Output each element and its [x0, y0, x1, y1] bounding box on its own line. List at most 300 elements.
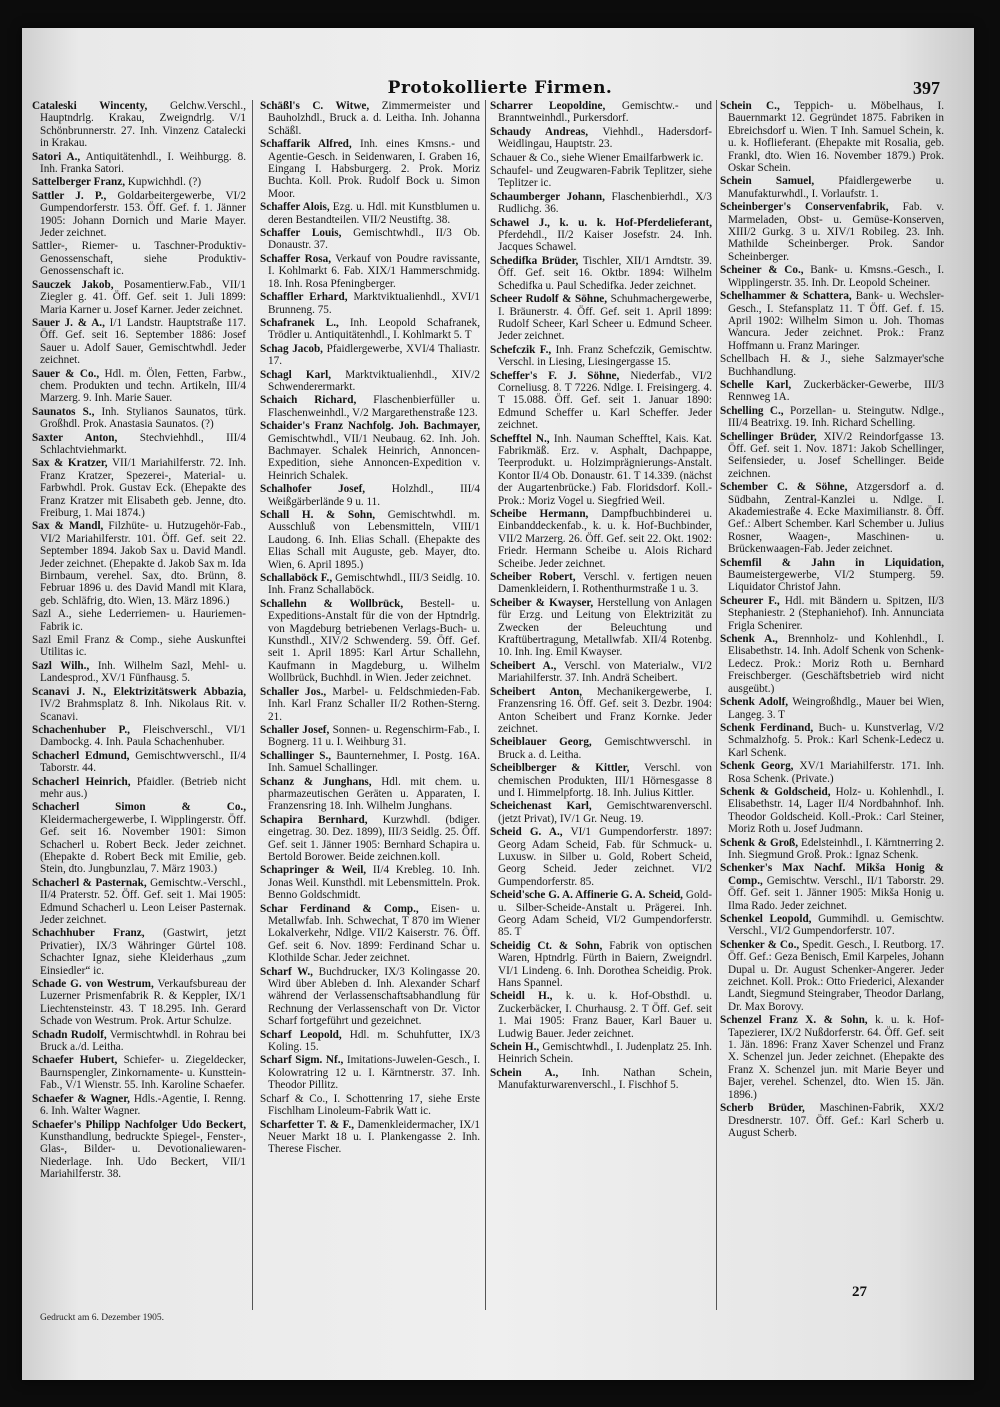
- firm-name: Saunatos S.,: [32, 405, 95, 418]
- entry-text: Verkauf von Poudre ravissante, I. Kohlmarkt 6. Fab. XIX/1 Hammerschmidg. 18. Inh. Rosa Pfeningberger.: [268, 252, 480, 290]
- directory-entry: [260, 966, 480, 1028]
- entry-text: Hdl. m. Schuhfutter, IX/3 Koling. 15.: [268, 1028, 480, 1054]
- firm-name: Scheffer's F. J. Söhne,: [490, 369, 620, 382]
- directory-entry: [720, 595, 944, 632]
- directory-entry: [32, 608, 246, 633]
- directory-entry: [260, 598, 480, 685]
- firm-name: Schanz & Junghans,: [260, 775, 372, 788]
- directory-entry: [32, 801, 246, 875]
- entry-text: Inh. Leopold Schafranek, Trödler u. Antiquitätenhdl., I. Kohlmarkt 5. T: [268, 316, 480, 342]
- entry-text: Inh. Nathan Schein, Manufakturwarenverschl., I. Fischhof 5.: [498, 1066, 712, 1092]
- entry-text: Gemischtw. Verschl., II/1 Taborstr. 29. Öff. Gef. seit 1. Jänner 1905: Mikša Honig u. Ilma Rado. Jeder zeichnet.: [728, 874, 944, 912]
- entry-text: Inh. Stylianos Saunatos, türk. Großhdl. Prok. Anastasia Saunatos. (?): [40, 405, 246, 431]
- firm-name: Schacherl & Pasternak,: [32, 876, 147, 889]
- entry-text: Porzellan- u. Steingutw. Ndlge., III/4 Beatrixg. 19. Inh. Richard Schelling.: [728, 404, 944, 430]
- entry-text: Kleidermachergewerbe, I. Wipplingerstr. Öff. Gef. seit 16. November 1901: Simon Schacherl u. Robert Beck. Jeder zeichnet. (Ehepakte d. Robert Beck mit Emilie, geb. Stein, dto. Jungbunzlau, 7. März 1903.): [40, 813, 246, 876]
- entry-text: Zuckerbäcker-Gewerbe, III/3 Rennweg 1A.: [728, 378, 944, 404]
- firm-name: Scheichenast Karl,: [490, 800, 592, 813]
- firm-name: Schenk & Groß,: [720, 836, 799, 849]
- directory-entry: [32, 927, 246, 977]
- directory-entry: [260, 724, 480, 749]
- entry-text: XV/1 Mariahilferstr. 171. Inh. Rosa Schenk. (Private.): [728, 760, 944, 785]
- firm-name: Schedifka Brüder,: [490, 254, 579, 267]
- directory-entry: [490, 826, 712, 888]
- firm-name: Schelle Karl,: [720, 378, 792, 391]
- firm-name: Schäßl's C. Witwe,: [260, 100, 370, 112]
- firm-name: Schade G. von Westrum,: [32, 978, 154, 991]
- directory-entry: [490, 344, 712, 369]
- directory-entry: [260, 420, 480, 482]
- entry-text: Gemischtwarenverschl. (jetzt Privat), IV/1 Gr. Neug. 19.: [498, 800, 712, 825]
- firm-name: Sazl Wilh.,: [32, 659, 90, 672]
- entry-text: Fab. v. Marmeladen, Obst- u. Gemüse-Konserven, XIII/2 Gurkg. 3 u. XIV/1 Robileg. 23. Inh. Mathilde Scheinberger. Prok. Sandor Scheinberger.: [728, 201, 944, 263]
- firm-name: Sattelberger Franz,: [32, 176, 125, 189]
- firm-name: Schein H.,: [490, 1041, 540, 1054]
- directory-entry: [720, 696, 944, 721]
- firm-name: Schefczik F.,: [490, 343, 552, 356]
- entry-text: Gemischtw.-Verschl., II/4 Praterstr. 52. Öff. Gef. seit 1. Mai 1905: Edmund Schacherl u. Leon Leiser Pasternak. Jeder zeichnet.: [40, 876, 246, 926]
- entry-text: Sonnen- u. Regenschirm-Fab., I. Bognerg. 11 u. I. Weihburg 31.: [268, 723, 480, 749]
- firm-name: Schapira Bernhard,: [260, 813, 368, 826]
- directory-entry: [720, 353, 944, 378]
- firm-name: Schenker & Co.,: [720, 938, 800, 951]
- firm-name: Schallaböck F.,: [260, 572, 333, 585]
- firm-name: Scharrer Leopoldine,: [490, 100, 606, 112]
- firm-name: Scheinberger's Conservenfabrik,: [720, 201, 889, 214]
- firm-name: Schagl Karl,: [260, 368, 332, 381]
- entry-text: Gemischtwhdl., III/3 Seidlg. 10. Inh. Franz Schallaböck.: [268, 572, 480, 597]
- entry-text: Gemischtwhdl., I. Judenplatz 25. Inh. Heinrich Schein.: [498, 1041, 712, 1066]
- entry-text: Gelchw.Verschl., Hauptndrlg. Krakau, Zweigndrlg. V/1 Schönbrunnerstr. 27. Inh. Vinzenz Catalecki in Krakau.: [40, 100, 246, 150]
- directory-entry: [32, 724, 246, 749]
- directory-entry: [490, 1067, 712, 1092]
- entry-text: Antiquitätenhdl., I. Weihburgg. 8. Inh. Franka Satori.: [40, 150, 246, 176]
- entry-text: Gemischtw.- und Branntweinhdl., Purkersdorf.: [498, 100, 712, 125]
- entry-text: Tischler, XII/1 Arndtstr. 39. Öff. Gef. seit 16. Oktbr. 1894: Wilhelm Schedifka u. Paul Schedifka. Jeder zeichnet.: [498, 254, 712, 292]
- firm-name: Schallinger S.,: [260, 749, 332, 762]
- directory-entry: [260, 509, 480, 571]
- entry-text: Baunternehmer, I. Postg. 16A. Inh. Samuel Schallinger.: [268, 749, 480, 775]
- firm-name: Schaller Jos.,: [260, 685, 327, 698]
- firm-name: Scherb Brüder,: [720, 1102, 805, 1115]
- firm-name: Scheibe Hermann,: [490, 508, 589, 520]
- firm-name: Scharf Leopold,: [260, 1028, 342, 1041]
- entry-text: Vermischtwhdl. in Rohrau bei Bruck a./d. Leitha.: [40, 1028, 246, 1054]
- entry-text: Zimmermeister und Bauholzhdl., Bruck a. d. Leitha. Inh. Johanna Schäßl.: [268, 100, 480, 137]
- firm-name: Schenk A.,: [720, 633, 778, 646]
- entry-text: Verschl. von Materialw., VI/2 Mariahilferstr. 37. Inh. Andrä Scheibert.: [498, 659, 712, 685]
- entry-text: Gemischtwverschl. in Bruck a. d. Leitha.: [498, 736, 712, 761]
- firm-name: Scheid'sche G. A. Affinerie G. A. Scheid,: [490, 889, 683, 902]
- directory-entry: [32, 317, 246, 367]
- entry-text: Weingroßhdlg., Mauer bei Wien, Langeg. 3. T: [728, 696, 944, 721]
- entry-text: Gemischtwhdl. m. Ausschluß von Lebensmitteln, VIII/1 Laudong. 6. Inh. Elias Schall. (Ehepakte des Elias Schall mit Auguste, geb. Mayer, dto. Wien, 6. April 1895.): [268, 509, 480, 571]
- entry-text: Sazl Emil Franz & Comp., siehe Auskunftei Utilitas ic.: [32, 634, 246, 659]
- firm-name: Schenzel Franz X. & Sohn,: [720, 1014, 868, 1027]
- firm-name: Schawel J., k. u. k. Hof-Pferdelieferant,: [490, 216, 712, 229]
- column-divider: [716, 100, 717, 1310]
- entry-text: Flaschenbierfüller u. Flaschenweinhdl., V/2 Margarethenstraße 123.: [268, 394, 480, 419]
- entry-text: Atzgersdorf a. d. Südbahn, Zentral-Kanzlei u. Ndlge. I. Akademiestraße 4. Ecke Maximilianstr. 8. Öff. Gef.: Albert Schember. Karl Schember u. Julius Rosner, Waagen-, Maschinen- u. Brückenwaagen-Fab. Jeder zeichnet.: [728, 481, 944, 556]
- directory-entry: [260, 814, 480, 864]
- entry-text: Holz- u. Kohlenhdl., I. Elisabethstr. 14, Lager II/4 Nordbahnhof. Inh. Theodor Goldscheid. Koll.-Prok.: Carl Steiner, Moriz Roth u. Josef Judmann.: [728, 785, 944, 836]
- firm-name: Schaffarik Alfred,: [260, 138, 352, 151]
- entry-text: Pfaidlergewerbe u. Manufakturwhdl., I. Vorlaufstr. 1.: [728, 175, 944, 200]
- column-1: [32, 100, 246, 1310]
- entry-text: Marktviktualienhdl., XIV/2 Schwenderermarkt.: [268, 368, 480, 393]
- firm-name: Sauer & Co.,: [32, 367, 100, 380]
- directory-entry: [32, 432, 246, 457]
- entry-text: Schiefer- u. Ziegeldecker, Baurnspengler, Zinkornamente- u. Kunsttein-Fab., V/1 Wienstr. 55. Inh. Karoline Schaefer.: [40, 1054, 246, 1092]
- directory-entry: [490, 293, 712, 343]
- firm-name: Schadn Rudolf,: [32, 1028, 107, 1041]
- entry-text: Fabrik von optischen Waren, Hptndrlg. Fürth in Baiern, Zweigndrl. VI/1 Lindeng. 6. Inh. Dorothea Scheidig. Prok. Hans Spannel.: [498, 939, 712, 990]
- directory-entry: [720, 633, 944, 695]
- directory-entry: [720, 913, 944, 938]
- firm-name: Schar Ferdinand & Comp.,: [260, 902, 419, 915]
- directory-entry: [260, 227, 480, 252]
- entry-text: Imitations-Juwelen-Gesch., I. Kolowratring 12 u. I. Kärntnerstr. 37. Inh. Theodor Pillitz.: [268, 1054, 480, 1092]
- entry-text: Bank- u. Kmsns.-Gesch., I. Wipplingerstr. 35. Inh. Dr. Leopold Scheiner.: [728, 264, 944, 289]
- page-title: Protokollierte Firmen.: [387, 78, 613, 98]
- entry-text: Hdl. mit chem. u. pharmazeutischen Geräten u. Apparaten, I. Franzensring 18. Inh. Wilhelm Junghans.: [268, 775, 480, 813]
- page-number: 397: [913, 78, 940, 98]
- directory-entry: [32, 877, 246, 927]
- directory-entry: [720, 1102, 944, 1139]
- entry-text: Ezg. u. Hdl. mit Kunstblumen u. deren Bestandteilen. VII/2 Neustiftg. 38.: [268, 201, 480, 226]
- directory-entry: [490, 571, 712, 596]
- directory-entry: [490, 736, 712, 761]
- entry-text: Bank- u. Wechsler-Gesch., I. Stefansplatz 11. T Öff. Gef. f. 15. April 1902: Wilhelm Simon u. Joh. Thomas Wancura. Jeder zeichnet. Prok.: Franz Hoffmann u. Franz Maringer.: [728, 290, 944, 352]
- firm-name: Scheiber Robert,: [490, 571, 576, 584]
- directory-entry: [260, 369, 480, 394]
- entry-text: Verkaufsbureau der Luzerner Prismenfabrik R. & Keppler, IX/1 Liechtensteinstr. 43. T 18.295. Inh. Gerard Schade von Westrum. Prok. Artur Schulze.: [40, 978, 246, 1028]
- directory-entry: [260, 100, 480, 137]
- directory-entry: [260, 1119, 480, 1156]
- firm-name: Schacherl Heinrich,: [32, 775, 131, 788]
- firm-name: Schag Jacob,: [260, 342, 323, 355]
- directory-entry: [260, 776, 480, 813]
- directory-entry: [490, 762, 712, 799]
- entry-text: Inh. Franz Schefczik, Gemischtw. Verschl. in Liesing, Liesingergasse 15.: [498, 343, 712, 369]
- sheet-signature: 27: [852, 1284, 867, 1300]
- entry-text: Bestell- u. Expeditions-Anstalt für die von der Hptndrlg. von Magdeburg betriebenen Verlags-Buch- u. Kunsthdl., XIV/2 Schwenderg. 59. Öff. Gef. seit 1. April 1895: Karl Artur Schallehn, Kaufmann in Magdeburg, u. Wilhelm Wollbrück, Buchhdl. in Wien. Jeder zeichnet.: [268, 597, 480, 685]
- firm-name: Scheidl H.,: [490, 990, 553, 1003]
- directory-entry: [32, 520, 246, 607]
- directory-entry: [32, 1119, 246, 1181]
- directory-entry: [260, 903, 480, 965]
- entry-text: Verschl. von chemischen Produkten, III/1 Hörnesgasse 8 und I. Himmelpfortg. 18. Inh. Julius Kittler.: [498, 762, 712, 799]
- directory-entry: [32, 368, 246, 405]
- directory-entry: [260, 750, 480, 775]
- entry-text: Mechanikergewerbe, I. Franzensring 16. Öff. Gef. seit 3. Dezbr. 1904: Anton Scheibert und Franz Kornke. Jeder zeichnet.: [498, 685, 712, 735]
- firm-name: Scheidig Ct. & Sohn,: [490, 939, 603, 952]
- directory-entry: [32, 457, 246, 519]
- firm-name: Satori A.,: [32, 150, 81, 163]
- entry-text: Niederfab., VI/2 Corneliusg. 8. T 7226. Ndlge. I. Freisingerg. 4. T 15.088. Öff. Gef. seit 1. Januar 1890: Edmund Scheffer u. Karl Scheffer. Jeder zeichnet.: [498, 369, 712, 432]
- directory-entry: [32, 190, 246, 240]
- firm-name: Schaffer Louis,: [260, 227, 342, 240]
- directory-entry: [32, 1029, 246, 1054]
- firm-name: Cataleski Wincenty,: [32, 100, 148, 112]
- entry-text: Posamentierw.Fab., VII/1 Ziegler g. 41. Öff. Gef. seit 1. Juli 1899: Maria Karner u. Josef Karner. Jeder zeichnet.: [40, 278, 246, 316]
- firm-name: Schalhofer Josef,: [260, 483, 366, 496]
- firm-name: Schall H. & Sohn,: [260, 509, 376, 521]
- entry-text: Baumeistergewerbe, VI/2 Stumperg. 59. Liquidator Christof Jahn.: [728, 569, 944, 594]
- column-divider: [485, 100, 486, 1310]
- column-3: [490, 100, 712, 1310]
- directory-entry: [490, 255, 712, 292]
- directory-entry: [490, 433, 712, 507]
- entry-text: Hdls.-Agentie, I. Renng. 6. Inh. Walter Wagner.: [40, 1092, 246, 1118]
- directory-entry: [260, 394, 480, 419]
- firm-name: Schember C. & Söhne,: [720, 481, 848, 494]
- entry-text: Damenkleidermacher, IX/1 Neuer Markt 18 u. I. Plankengasse 2. Inh. Therese Fischer.: [268, 1118, 480, 1156]
- column-divider: [252, 100, 253, 1310]
- firm-name: Schaffler Erhard,: [260, 291, 348, 304]
- entry-text: Inh. Wilhelm Sazl, Mehl- u. Landesprod., XV/1 Fünfhausg. 5.: [40, 659, 246, 685]
- entry-text: Eisen- u. Metallwfab. Inh. Schwechat, T 870 im Wiener Lokalverkehr, Ndlge. VII/2 Kaiserstr. 76. Öff. Gef. seit 6. Nov. 1899: Ferdinand Schar u. Klothilde Schar. Jeder zeichnet.: [268, 902, 480, 965]
- entry-text: Marktviktualienhdl., XVI/1 Brunneng. 75.: [268, 291, 480, 316]
- directory-entry: [32, 978, 246, 1028]
- entry-text: Dampfbuchbinderei u. Einbanddeckenfab., k. u. k. Hof-Buchbinder, VII/2 Marzerg. 26. Öff. Gef. seit 22. Okt. 1902: Friedr. Hermann Scheibe u. Alois Richard Scheibe. Jeder zeichnet.: [498, 508, 712, 570]
- firm-name: Schachenhuber P.,: [32, 723, 130, 736]
- firm-name: Schaich Richard,: [260, 394, 357, 407]
- firm-name: Sax & Kratzer,: [32, 457, 108, 470]
- directory-entry: [260, 317, 480, 342]
- entry-text: Filzhüte- u. Hutzugehör-Fab., VI/2 Mariahilferstr. 101. Öff. Gef. seit 22. September 1894. Jakob Sax u. David Mandl. Jeder zeichnet. (Ehepakte d. Jakob Sax m. Ida Birnbaum, verehel. Sax, dto. Brünn, 8. Februar 1896 u. des David Mandl mit Klara, geb. Schläfrig, dto. Wien, 13. März 1896.): [40, 520, 246, 607]
- directory-entry: [720, 290, 944, 352]
- firm-name: Schemfil & Jahn in Liquidation,: [720, 556, 944, 569]
- firm-name: Schaffer Rosa,: [260, 252, 332, 265]
- directory-entry: [720, 862, 944, 912]
- directory-entry: [32, 686, 246, 723]
- directory-entry: [490, 191, 712, 216]
- directory-entry: [490, 508, 712, 570]
- directory-entry: [260, 138, 480, 200]
- firm-name: Schallehn & Wollbrück,: [260, 597, 404, 610]
- firm-name: Schaefer & Wagner,: [32, 1092, 130, 1105]
- entry-text: Buch- u. Kunstverlag, V/2 Schmalzhofg. 5. Prok.: Karl Schenk-Ledecz u. Karl Schenk.: [728, 721, 944, 759]
- firm-name: Sauczek Jakob,: [32, 278, 114, 291]
- firm-name: Schenkel Leopold,: [720, 913, 812, 925]
- directory-entry: [490, 990, 712, 1040]
- entry-text: Gemischtwverschl., II/4 Taborstr. 44.: [40, 749, 246, 775]
- directory-entry: [32, 634, 246, 659]
- firm-name: Schafranek L.,: [260, 316, 339, 329]
- directory-entry: [32, 100, 246, 150]
- firm-name: Schein Samuel,: [720, 175, 815, 188]
- directory-entry: [720, 760, 944, 785]
- directory-entry: [490, 100, 712, 125]
- entry-text: Maschinen-Fabrik, XX/2 Dresdnerstr. 107. Öff. Gef.: Karl Scherb u. August Scherb.: [728, 1102, 944, 1139]
- directory-entry: [490, 152, 712, 164]
- entry-text: Sattler-, Riemer- u. Taschner-Produktiv-Genossenschaft, siehe Produktiv-Genossenschaft ic.: [32, 240, 246, 278]
- firm-name: Schenk Georg,: [720, 760, 794, 773]
- entry-text: Gemischtwhdl., II/3 Ob. Donaustr. 37.: [268, 227, 480, 252]
- directory-entry: [260, 864, 480, 901]
- entry-text: Marbel- u. Feldschmieden-Fab. Inh. Karl Franz Schaller II/2 Rothen-Sterng. 21.: [268, 685, 480, 723]
- firm-name: Sattler J. P.,: [32, 189, 107, 202]
- directory-entry: [490, 597, 712, 659]
- entry-text: Herstellung von Anlagen für Erzg. und Leitung von Elektrizität zu Zwecken der Beleuchtung und Kraftübertragung, Metallwfab. XII/4 Rotenbg. 10. Inh. Ing. Emil Kwayser.: [498, 596, 712, 659]
- entry-text: Edelsteinhdl., I. Kärntnerring 2. Inh. Siegmund Groß. Prok.: Ignaz Schenk.: [728, 836, 944, 861]
- entry-text: Fleischverschl., VI/1 Dambockg. 4. Inh. Paula Schachenhuber.: [40, 723, 246, 749]
- firm-name: Schefftel N.,: [490, 432, 550, 445]
- firm-name: Schaefer's Philipp Nachfolger Udo Beckert,: [32, 1118, 246, 1131]
- entry-text: Schaufel- und Zeugwaren-Fabrik Teplitzer, siehe Teplitzer ic.: [490, 165, 712, 190]
- directory-entry: [720, 201, 944, 263]
- entry-text: Kurzwhdl. (bdiger. eingetrag. 30. Dez. 1899), III/3 Seidlg. 25. Öff. Gef. seit 1. Jänner 1905: Bernhard Schapira u. Bertold Borower. Beide zeichnen.koll.: [268, 813, 480, 863]
- firm-name: Schenk Adolf,: [720, 696, 789, 709]
- directory-entry: [490, 660, 712, 685]
- entry-text: I/1 Landstr. Hauptstraße 117. Öff. Gef. seit 16. September 1886: Josef Sauer u. Adolf Sauer, Gemischtwhdl. Jeder zeichnet.: [40, 316, 246, 367]
- directory-entry: [260, 291, 480, 316]
- directory-entry: [490, 1041, 712, 1066]
- firm-name: Scheiber & Kwayser,: [490, 596, 594, 609]
- entry-text: Pfaidler. (Betrieb nicht mehr aus.): [40, 775, 246, 800]
- firm-name: Schaller Josef,: [260, 723, 330, 736]
- entry-text: Schuhmachergewerbe, I. Bräunerstr. 4. Öff. Gef. seit 1. April 1899: Rudolf Scheer, Karl Scheer u. Edmund Scheer. Jeder zeichnet.: [498, 293, 712, 343]
- firm-name: Scheibert Anton,: [490, 685, 583, 698]
- directory-entry: [260, 572, 480, 597]
- firm-name: Schenker's Max Nachf. Mikša Honig & Comp.,: [720, 862, 944, 887]
- firm-name: Schacherl Edmund,: [32, 749, 130, 762]
- directory-entry: [720, 405, 944, 430]
- directory-entry: [32, 1054, 246, 1091]
- entry-text: k. u. k. Hof-Tapezierer, IX/2 Nußdorferstr. 64. Öff. Gef. seit 1. Jän. 1896: Franz Xaver Schenzel und Franz X. Schenzel jun. Jeder zeichnet. (Ehepakte des Franz X. Schenzel jun. mit Marie Beyer und Bajer, verehel. Schenzel, dto. Wien 15. Jän. 1896.): [728, 1014, 944, 1101]
- entry-text: Hdl. mit Bändern u. Spitzen, II/3 Stephaniestr. 2 (Stephaniehof). Inh. Annunciata Frigla Schenirer.: [728, 594, 944, 632]
- firm-name: Scheiblauer Georg,: [490, 736, 592, 749]
- entry-text: (Gastwirt, jetzt Privatier), IX/3 Währinger Gürtel 108. Schachter Ignaz, siehe Kleiderhaus „zum Einsiedler“ ic.: [40, 927, 246, 977]
- entry-text: Schauer & Co., siehe Wiener Emailfarbwerk ic.: [490, 151, 704, 164]
- entry-text: Goldarbeitergewerbe, VI/2 Gumpendorferstr. 153. Öff. Gef. f. 1. Jänner 1905: Johann Dornich und Marie Mayer. Jeder zeichnet.: [40, 189, 246, 240]
- firm-name: Scharfetter T. & F.,: [260, 1118, 355, 1131]
- firm-name: Schaumberger Johann,: [490, 190, 605, 203]
- directory-entry: [32, 240, 246, 277]
- entry-text: Scharf & Co., I. Schottenring 17, siehe Erste Fischlham Linoleum-Fabrik Watt ic.: [260, 1092, 480, 1118]
- entry-text: Brennholz- und Kohlenhdl., I. Elisabethstr. 14. Inh. Adolf Schenk von Schenk-Ledecz. Prok.: Moriz Roth u. Bernhard Freischberger. (Geschäftsbetrieb wird nicht ausgeübt.): [728, 633, 944, 695]
- directory-entry: [260, 253, 480, 290]
- directory-entry: [720, 100, 944, 174]
- directory-entry: [720, 722, 944, 759]
- column-2: [260, 100, 480, 1310]
- entry-text: Kupwichhdl. (?): [125, 176, 202, 189]
- directory-entry: [490, 889, 712, 939]
- firm-name: Saxter Anton,: [32, 431, 118, 444]
- firm-name: Scheer Rudolf & Söhne,: [490, 293, 608, 306]
- entry-text: Verschl. v. fertigen neuen Damenkleidern, I. Rothenthurmstraße 1 u. 3.: [498, 571, 712, 596]
- entry-text: Gold- u. Silber-Scheide-Anstalt u. Prägerei. Inh. Georg Adam Scheid, VI/2 Gumpendorferstr. 85. T: [498, 889, 712, 939]
- directory-entry: [720, 264, 944, 289]
- entry-text: VII/1 Mariahilferstr. 72. Inh. Franz Kratzer, Spezerei-, Material- u. Farbwhdl. Prok. Gustav Eck. (Ehepakte des Franz Kratzer mit Elisabeth geb. Jenne, dto. Freiburg, 1. Mai 1874.): [40, 457, 246, 519]
- firm-name: Scheurer F.,: [720, 594, 780, 607]
- entry-text: Gemischtwhdl., VII/1 Neubaug. 62. Inh. Joh. Bachmayer. Schalek Heinrich, Annoncen-Expedition, siehe Annoncen-Expedition v. Heinrich Schalek.: [268, 432, 480, 482]
- directory-entry: [32, 776, 246, 801]
- entry-text: Kunsthandlung, bedruckte Spiegel-, Fenster-, Glas-, Bilder- u. Devotionaliewaren-Niederlage. Inh. Udo Beckert, VII/1 Mariahilferstr. 38.: [40, 1130, 246, 1181]
- firm-name: Schellinger Brüder,: [720, 430, 817, 443]
- firm-name: Schelling C.,: [720, 404, 784, 417]
- entry-text: XIV/2 Reindorfgasse 13. Öff. Gef. seit 1. Nov. 1871: Jakob Schellinger, Seifensieder, u. Josef Schellinger. Beide zeichnen.: [728, 430, 944, 480]
- directory-entry: [32, 660, 246, 685]
- firm-name: Scheid G. A.,: [490, 826, 563, 839]
- directory-entry: [490, 940, 712, 990]
- firm-name: Scheibert A.,: [490, 659, 557, 672]
- firm-name: Schaudy Andreas,: [490, 125, 589, 138]
- entry-text: Buchdrucker, IX/3 Kolingasse 20. Wird über Ableben d. Inh. Alexander Scharf während der Verlassenschaftsabhandlung für Rechnung der Verlassenschaft von Dr. Victor Scharf fortgeführt und gezeichnet.: [268, 965, 480, 1028]
- entry-text: Pfaidlergewerbe, XVI/4 Thaliastr. 17.: [268, 342, 480, 368]
- directory-entry: [32, 1093, 246, 1118]
- firm-name: Schelhammer & Schattera,: [720, 290, 852, 303]
- entry-text: Schellbach H. & J., siehe Salzmayer'sche Buchhandlung.: [720, 353, 944, 378]
- directory-entry: [720, 481, 944, 555]
- entry-text: Stechviehhdl., III/4 Schlachtviehmarkt.: [40, 431, 246, 456]
- entry-text: k. u. k. Hof-Obsthdl. u. Zuckerbäcker, I. Churhausg. 2. T Öff. Gef. seit 1. Mai 1905: Franz Bauer, Karl Bauer u. Ludwig Bauer. Jeder zeichnet.: [498, 990, 712, 1040]
- firm-name: Sax & Mandl,: [32, 520, 104, 533]
- directory-entry: [260, 1093, 480, 1118]
- directory-entry: [260, 201, 480, 226]
- entry-text: Sazl A., siehe Lederriemen- u. Hauriemen-Fabrik ic.: [32, 608, 246, 633]
- directory-entry: [720, 379, 944, 404]
- firm-name: Sauer J. & A.,: [32, 316, 105, 329]
- firm-name: Schaefer Hubert,: [32, 1054, 118, 1067]
- directory-entry: [260, 343, 480, 368]
- directory-entry: [32, 151, 246, 176]
- firm-name: Schein A.,: [490, 1066, 559, 1079]
- directory-entry: [32, 406, 246, 431]
- firm-name: Schachhuber Franz,: [32, 927, 145, 940]
- firm-name: Scheiner & Co.,: [720, 264, 804, 277]
- directory-entry: [490, 800, 712, 825]
- column-4: [720, 100, 944, 1310]
- directory-entry: [490, 165, 712, 190]
- entry-text: Spedit. Gesch., I. Reutborg. 17. Öff. Gef.: Geza Benisch, Emil Karpeles, Johann Dupal u. Dr. August Schenker-Angerer. Jeder zeichnet. Koll. Prok.: Otto Friederici, Alexander Landt, Siegmund Steingraber, Theodor Darlang, Dr. Max Borovy.: [728, 938, 944, 1013]
- directory-entry: [720, 939, 944, 1013]
- directory-entry: [260, 1029, 480, 1054]
- entry-text: IV/2 Brahmsplatz 8. Inh. Nikolaus Rit. v. Scanavi.: [40, 698, 246, 723]
- firm-name: Scharf Sigm. Nf.,: [260, 1054, 344, 1067]
- directory-entry: [490, 686, 712, 736]
- directory-entry: [490, 217, 712, 254]
- firm-name: Schaider's Franz Nachfolg. Joh. Bachmayer,: [260, 420, 480, 433]
- directory-entry: [260, 1054, 480, 1091]
- directory-entry: [490, 126, 712, 151]
- firm-name: Schapringer & Weil,: [260, 864, 367, 877]
- directory-entry: [32, 176, 246, 188]
- firm-name: Scanavi J. N., Elektrizitätswerk Abbazia,: [32, 685, 246, 698]
- entry-text: Hdl. m. Ölen, Fetten, Farbw., chem. Produkten und techn. Artikeln, III/4 Marzerg. 9. Inh. Marie Sauer.: [40, 367, 246, 405]
- directory-entry: [260, 483, 480, 508]
- entry-text: VI/1 Gumpendorferstr. 1897: Georg Adam Scheid, Fab. für Schmuck- u. Luxusw. in Silber u. Gold, Robert Scheid, Georg Scheid. Jeder zeichnet. VI/2 Gumpendorferstr. 85.: [498, 826, 712, 888]
- firm-name: Schacherl Simon & Co.,: [32, 801, 246, 814]
- entry-text: Inh. Nauman Schefftel, Kais. Kat. Fabrikmäß. Erz. v. Asphalt, Dachpappe, Teerprodukt. u. Holzimprägnierungs-Anstalt. Kontor II/4 Ob. Donaustr. 61. T 14.339. (nächst der Augartenbrücke.) Fab. Floridsdorf. Koll.-Prok.: Moriz Vogel u. Siegfried Weil.: [498, 432, 712, 507]
- entry-text: Viehhdl., Hadersdorf-Weidlingau, Hauptstr. 23.: [498, 125, 712, 151]
- directory-entry: [720, 786, 944, 836]
- firm-name: Schaffer Alois,: [260, 201, 330, 214]
- firm-name: Scharf W.,: [260, 965, 313, 978]
- entry-text: Inh. eines Kmsns.- und Agentie-Gesch. in Seidenwaren, I. Graben 16, Eingang I. Habsburgerg. 2. Prok. Moriz Buchta. Koll. Prok. Rudolf Bock u. Simon Moor.: [268, 138, 480, 200]
- directory-entry: [720, 557, 944, 594]
- firm-name: Scheiblberger & Kittler,: [490, 762, 630, 775]
- directory-entry: [490, 370, 712, 432]
- directory-entry: [32, 750, 246, 775]
- entry-text: Teppich- u. Möbelhaus, I. Bauernmarkt 12. Gegründet 1875. Fabriken in Ebreichsdorf u. Wien. T Inh. Samuel Schein, k. u. k. Hoflieferant. (Ehepakte mit Rosalia, geb. Frankl, dto. Wien 16. November 1879.) Prok. Oskar Schein.: [728, 100, 944, 175]
- directory-entry: [720, 431, 944, 481]
- entry-text: Gummihdl. u. Gemischtw. Verschl., VI/2 Gumpendorferstr. 107.: [728, 913, 944, 938]
- directory-entry: [720, 175, 944, 200]
- entry-text: Holzhdl., III/4 Weißgärberlände 9 u. 11.: [268, 483, 480, 508]
- firm-name: Schenk Ferdinand,: [720, 721, 814, 734]
